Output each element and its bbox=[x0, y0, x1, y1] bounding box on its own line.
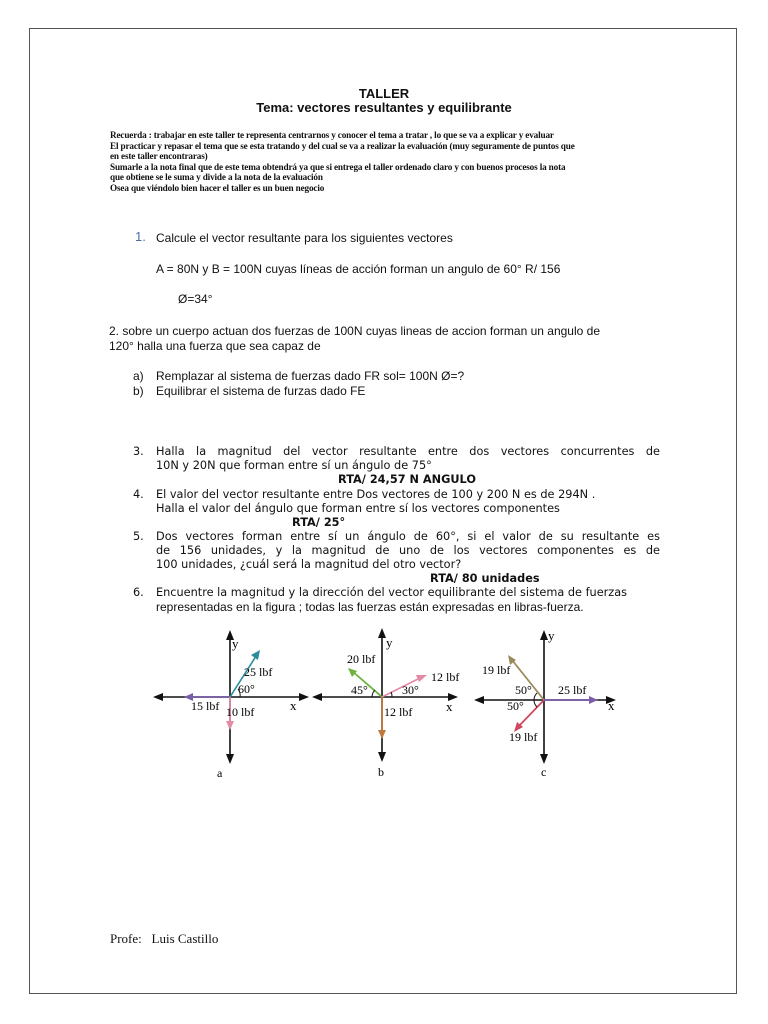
y-axis-label: y bbox=[232, 636, 239, 651]
q3-answer: RTA/ 24,57 N ANGULO bbox=[338, 473, 476, 486]
figure-caption: a bbox=[217, 766, 223, 780]
figure-caption: b bbox=[378, 765, 384, 779]
q3-text-l2: 10N y 20N que forman entre sí un ángulo de 75° bbox=[156, 459, 432, 472]
force-arrowhead bbox=[378, 730, 386, 739]
force-label: 20 lbf bbox=[347, 652, 376, 666]
note-line: El practicar y repasar el tema que se esta tratando y del cual se va a realizar la evaluación (muy seguramente de puntos que bbox=[110, 140, 575, 151]
x-axis-arrow-right bbox=[299, 693, 309, 701]
angle-label: 30° bbox=[402, 683, 419, 697]
y-axis-arrow-down bbox=[226, 754, 234, 764]
q4-text-l1: El valor del vector resultante entre Dos vectores de 100 y 200 N es de 294N . bbox=[156, 488, 596, 501]
angle-arc bbox=[372, 690, 375, 697]
x-axis-label: x bbox=[608, 698, 615, 713]
page-title: TALLER bbox=[358, 86, 410, 101]
angle-arc bbox=[534, 700, 537, 707]
q4-answer: RTA/ 25° bbox=[292, 516, 346, 529]
x-axis-arrow-left bbox=[312, 693, 322, 701]
x-axis-arrow-left bbox=[153, 693, 163, 701]
q6-text-l1: Encuentre la magnitud y la dirección del vector equilibrante del sistema de fuerzas bbox=[156, 586, 628, 599]
force-label: 12 lbf bbox=[384, 705, 413, 719]
q5-text-l1: Dos vectores forman entre sí un ángulo de 60°, si el valor de su resultante es bbox=[156, 530, 660, 543]
x-axis-arrow-left bbox=[474, 696, 484, 704]
figure-c bbox=[474, 628, 616, 779]
page-subtitle: Tema: vectores resultantes y equilibrante bbox=[256, 100, 512, 115]
q3-number: 3. bbox=[133, 445, 144, 458]
angle-label: 45° bbox=[351, 683, 368, 697]
q4-text-l2: Halla el valor del ángulo que forman entre sí los vectores componentes bbox=[156, 502, 560, 515]
y-axis-arrow-up bbox=[540, 630, 548, 640]
q2-line2: 120° halla una fuerza que sea capaz de bbox=[109, 339, 321, 353]
q1-line3: Ø=34° bbox=[178, 292, 213, 306]
note-line: en este taller encontraras) bbox=[110, 151, 208, 161]
note-line: Osea que viéndolo bien hacer el taller es un buen negocio bbox=[110, 182, 325, 193]
force-arrowhead bbox=[416, 675, 427, 682]
force-label: 25 lbf bbox=[558, 683, 587, 697]
force-arrowhead bbox=[251, 650, 260, 660]
x-axis-label: x bbox=[290, 698, 297, 713]
y-axis-arrow-down bbox=[378, 752, 386, 762]
y-axis-arrow-down bbox=[540, 754, 548, 764]
note-line: Recuerda : trabajar en este taller te representa centrarnos y conocer el tema a tratar , lo que se va a explicar y evaluar bbox=[110, 130, 554, 140]
force-label: 15 lbf bbox=[191, 699, 220, 713]
q5-text-l2: de 156 unidades, y la magnitud de uno de los vectores componentes es de bbox=[156, 544, 660, 557]
y-axis-label: y bbox=[548, 628, 555, 643]
force-label: 10 lbf bbox=[226, 705, 255, 719]
q1-number: 1. bbox=[135, 229, 146, 244]
q2-a-text: Remplazar al sistema de fuerzas dado FR sol= 100N Ø=? bbox=[156, 369, 465, 383]
force-label: 19 lbf bbox=[509, 730, 538, 744]
q5-answer: RTA/ 80 unidades bbox=[430, 572, 540, 585]
angle-label: 50° bbox=[515, 683, 532, 697]
force-arrowhead bbox=[226, 721, 234, 730]
q6-number: 6. bbox=[133, 586, 144, 599]
q1-text: Calcule el vector resultante para los siguientes vectores bbox=[156, 231, 453, 245]
x-axis-label: x bbox=[446, 699, 453, 714]
note-line: que obtiene se le suma y divide a la nota de la evaluación bbox=[110, 172, 323, 182]
force-arrowhead bbox=[589, 696, 598, 704]
q2-a-label: a) bbox=[133, 369, 144, 383]
angle-label: 60° bbox=[238, 682, 255, 696]
q5-text-l3: 100 unidades, ¿cuál será la magnitud del otro vector? bbox=[156, 558, 462, 571]
teacher-name: Profe: Luis Castillo bbox=[110, 931, 219, 946]
force-label: 19 lbf bbox=[482, 663, 511, 677]
angle-arc bbox=[534, 693, 537, 700]
figure-a bbox=[153, 630, 309, 780]
q1-line2: A = 80N y B = 100N cuyas líneas de acción forman un angulo de 60° R/ 156 bbox=[156, 262, 561, 276]
q5-number: 5. bbox=[133, 530, 144, 543]
q4-number: 4. bbox=[133, 488, 144, 501]
q3-text-l1: Halla la magnitud del vector resultante entre dos vectores concurrentes de bbox=[156, 445, 660, 458]
y-axis-label: y bbox=[386, 635, 393, 650]
force-label: 25 lbf bbox=[244, 665, 273, 679]
q2-line1: 2. sobre un cuerpo actuan dos fuerzas de 100N cuyas lineas de accion forman un angulo de bbox=[109, 324, 600, 338]
note-line: Sumarle a la nota final que de este tema obtendrá ya que si entrega el taller ordenado claro y con buenos procesos la nota bbox=[110, 161, 566, 172]
force-arrowhead bbox=[348, 668, 357, 677]
figure-caption: c bbox=[541, 765, 547, 779]
force-label: 12 lbf bbox=[431, 670, 460, 684]
y-axis-arrow-up bbox=[378, 628, 386, 638]
q6-text-l2: representadas en la figura ; todas las fuerzas están expresadas en libras-fuerza. bbox=[156, 600, 584, 614]
q2-b-text: Equilibrar el sistema de furzas dado FE bbox=[156, 384, 366, 398]
figure-b bbox=[312, 628, 459, 779]
q2-b-label: b) bbox=[133, 384, 144, 398]
angle-label: 50° bbox=[507, 699, 524, 713]
